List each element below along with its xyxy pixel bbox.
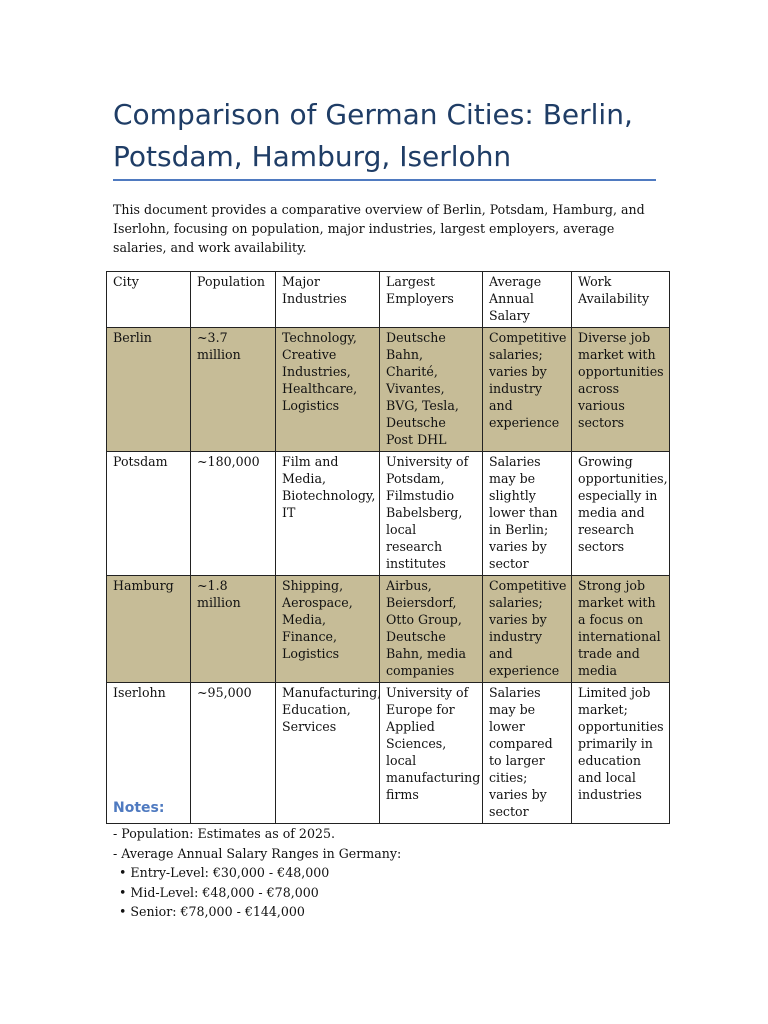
cell-population: ~3.7 million <box>191 328 276 452</box>
cell-salary: Competitive salaries; varies by industry and experience <box>483 328 572 452</box>
notes-heading: Notes: <box>113 800 165 816</box>
intro-paragraph: This document provides a comparative overview of Berlin, Potsdam, Hamburg, and Iserlohn, focusing on population, major industries, largest employers, average salaries, and work availability. <box>113 202 645 255</box>
cell-population: ~95,000 <box>191 683 276 824</box>
header-population: Population <box>191 272 276 328</box>
cell-work: Strong job market with a focus on international trade and media <box>572 576 670 683</box>
cell-employers: University of Potsdam, Filmstudio Babelsberg, local research institutes <box>380 452 483 576</box>
table-row <box>107 452 670 576</box>
cell-industries: Shipping, Aerospace, Media, Finance, Logistics <box>276 576 380 683</box>
cell-industries: Film and Media, Biotechnology, IT <box>276 452 380 576</box>
header-largest-employers: Largest Employers <box>380 272 483 328</box>
table-header-row <box>107 272 670 328</box>
note-line: - Average Annual Salary Ranges in Germany: <box>113 845 402 861</box>
table-row <box>107 328 670 452</box>
cell-work: Limited job market; opportunities primarily in education and local industries <box>572 683 670 824</box>
cell-population: ~1.8 million <box>191 576 276 683</box>
header-city: City <box>107 272 191 328</box>
header-average-salary: Average Annual Salary <box>483 272 572 328</box>
cell-population: ~180,000 <box>191 452 276 576</box>
note-line: • Senior: €78,000 - €144,000 <box>119 904 305 919</box>
note-line: • Entry-Level: €30,000 - €48,000 <box>119 865 330 880</box>
cell-work: Diverse job market with opportunities across various sectors <box>572 328 670 452</box>
comparison-table <box>106 271 670 824</box>
cell-salary: Salaries may be slightly lower than in Berlin; varies by sector <box>483 452 572 576</box>
note-line: - Population: Estimates as of 2025. <box>113 826 335 841</box>
document-title: Comparison of German Cities: Berlin, Potsdam, Hamburg, Iserlohn <box>113 98 633 173</box>
cell-work: Growing opportunities, especially in media and research sectors <box>572 452 670 576</box>
table-row <box>107 683 670 824</box>
cell-industries: Technology, Creative Industries, Healthcare, Logistics <box>276 328 380 452</box>
table-row <box>107 576 670 683</box>
notes-list <box>113 824 401 922</box>
cell-employers: Airbus, Beiersdorf, Otto Group, Deutsche Bahn, media companies <box>380 576 483 683</box>
header-major-industries: Major Industries <box>276 272 380 328</box>
cell-salary: Salaries may be lower compared to larger cities; varies by sector <box>483 683 572 824</box>
cell-city: Potsdam <box>107 452 191 576</box>
cell-industries: Manufacturing, Education, Services <box>276 683 380 824</box>
cell-city: Iserlohn <box>107 683 191 824</box>
cell-city: Berlin <box>107 328 191 452</box>
cell-employers: University of Europe for Applied Sciences, local manufacturing firms <box>380 683 483 824</box>
cell-city: Hamburg <box>107 576 191 683</box>
note-line: • Mid-Level: €48,000 - €78,000 <box>119 884 319 900</box>
title-underline <box>113 179 656 181</box>
cell-employers: Deutsche Bahn, Charité, Vivantes, BVG, Tesla, Deutsche Post DHL <box>380 328 483 452</box>
header-work-availability: Work Availability <box>572 272 670 328</box>
cell-salary: Competitive salaries; varies by industry and experience <box>483 576 572 683</box>
